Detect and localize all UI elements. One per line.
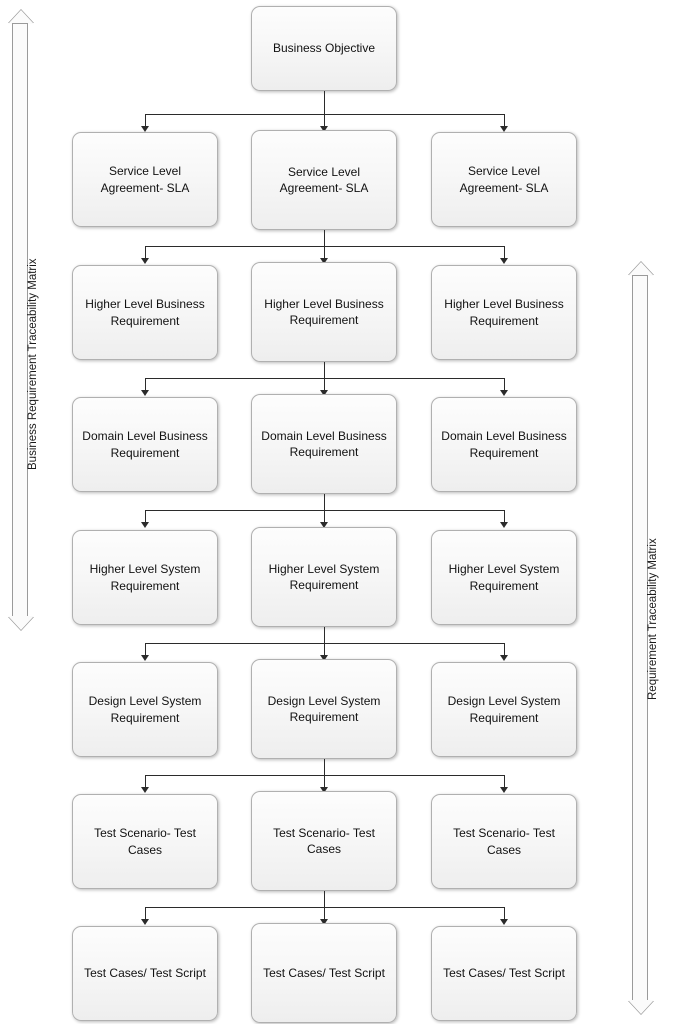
connector-arrowhead <box>141 787 149 793</box>
connector-segment <box>324 91 325 114</box>
node-higher-level-business-requirement[interactable]: Higher Level Business Requirement <box>251 262 397 362</box>
connector-segment <box>324 362 325 378</box>
right-arrow-head-down <box>628 1000 654 1014</box>
node-test-scenario-test-cases[interactable]: Test Scenario- Test Cases <box>251 791 397 891</box>
connector-arrowhead <box>500 787 508 793</box>
node-design-level-system-requirement[interactable]: Design Level System Requirement <box>72 662 218 757</box>
right-arrow-shaft <box>632 275 648 1001</box>
node-design-level-system-requirement[interactable]: Design Level System Requirement <box>251 659 397 759</box>
node-test-cases-test-script[interactable]: Test Cases/ Test Script <box>251 923 397 1023</box>
node-higher-level-business-requirement[interactable]: Higher Level Business Requirement <box>72 265 218 360</box>
left-arrow-shaft <box>12 23 28 617</box>
connector-arrowhead <box>141 919 149 925</box>
node-test-scenario-test-cases[interactable]: Test Scenario- Test Cases <box>431 794 577 889</box>
node-domain-level-business-requirement[interactable]: Domain Level Business Requirement <box>431 397 577 492</box>
left-arrow-head-down <box>8 616 34 630</box>
left-axis-label: Business Requirement Traceability Matrix <box>27 258 39 470</box>
connector-segment <box>324 494 325 510</box>
connector-arrowhead <box>500 919 508 925</box>
connector-segment <box>324 230 325 246</box>
node-higher-level-system-requirement[interactable]: Higher Level System Requirement <box>431 530 577 625</box>
node-design-level-system-requirement[interactable]: Design Level System Requirement <box>431 662 577 757</box>
node-higher-level-business-requirement[interactable]: Higher Level Business Requirement <box>431 265 577 360</box>
connector-segment <box>324 627 325 643</box>
connector-arrowhead <box>500 522 508 528</box>
connector-arrowhead <box>141 390 149 396</box>
node-domain-level-business-requirement[interactable]: Domain Level Business Requirement <box>251 394 397 494</box>
node-service-level-agreement[interactable]: Service Level Agreement- SLA <box>251 130 397 230</box>
node-domain-level-business-requirement[interactable]: Domain Level Business Requirement <box>72 397 218 492</box>
left-arrow-head-up <box>8 10 34 24</box>
connector-arrowhead <box>141 522 149 528</box>
right-axis-label: Requirement Traceability Matrix <box>647 538 659 700</box>
connector-segment <box>324 891 325 907</box>
node-business-objective[interactable]: Business Objective <box>251 6 397 91</box>
connector-arrowhead <box>141 655 149 661</box>
node-higher-level-system-requirement[interactable]: Higher Level System Requirement <box>251 527 397 627</box>
node-test-cases-test-script[interactable]: Test Cases/ Test Script <box>72 926 218 1021</box>
node-test-cases-test-script[interactable]: Test Cases/ Test Script <box>431 926 577 1021</box>
connector-segment <box>324 759 325 775</box>
node-service-level-agreement[interactable]: Service Level Agreement- SLA <box>431 132 577 227</box>
connector-arrowhead <box>141 258 149 264</box>
node-test-scenario-test-cases[interactable]: Test Scenario- Test Cases <box>72 794 218 889</box>
node-higher-level-system-requirement[interactable]: Higher Level System Requirement <box>72 530 218 625</box>
connector-arrowhead <box>500 390 508 396</box>
right-arrow-head-up <box>628 262 654 276</box>
node-service-level-agreement[interactable]: Service Level Agreement- SLA <box>72 132 218 227</box>
connector-arrowhead <box>500 655 508 661</box>
connector-arrowhead <box>500 258 508 264</box>
